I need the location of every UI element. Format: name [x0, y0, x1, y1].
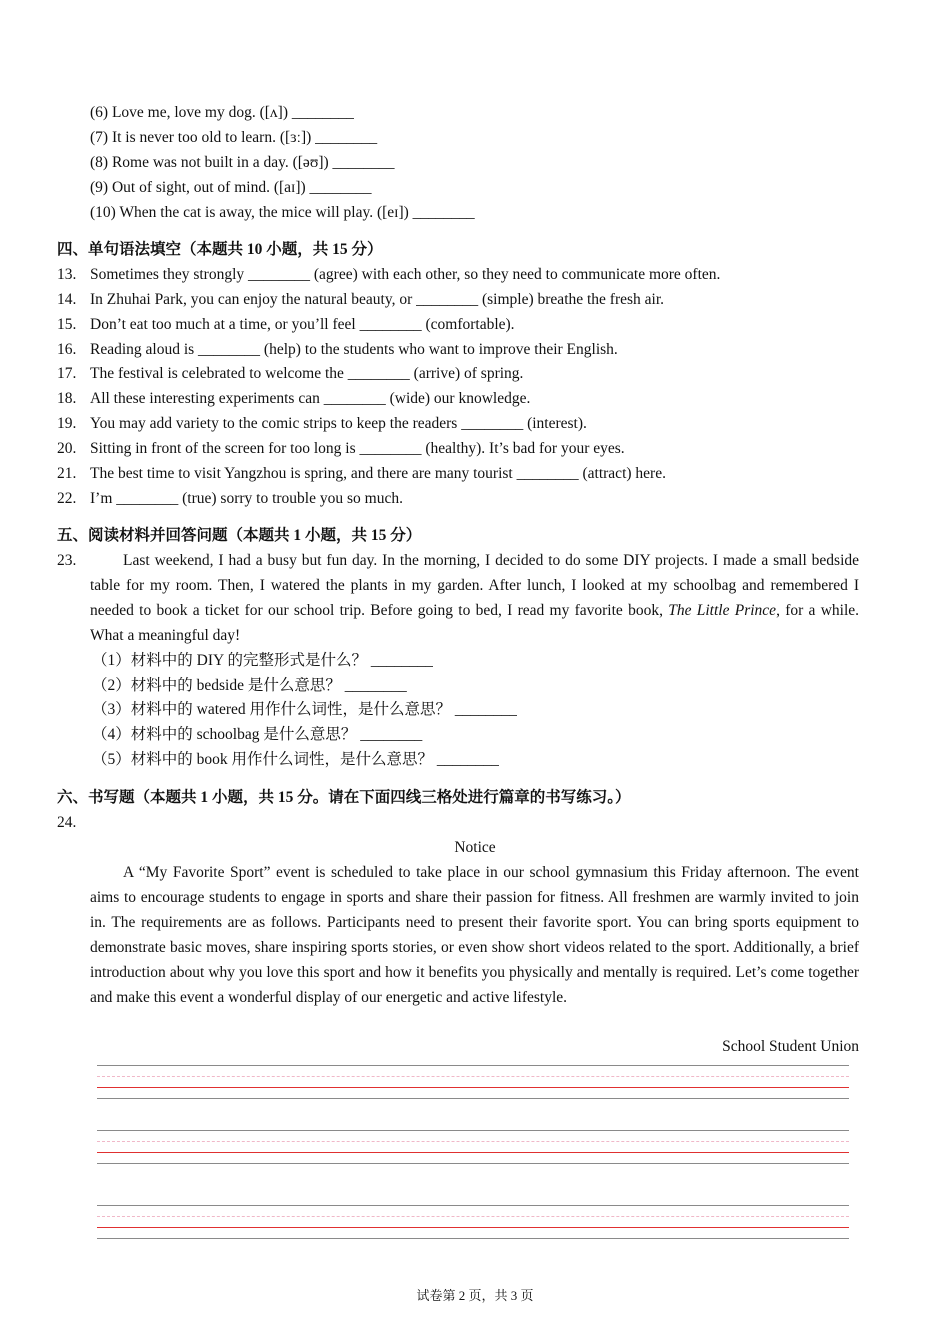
grid-line: [97, 1076, 849, 1077]
q23-number: 23.: [57, 552, 77, 569]
grid-line: [97, 1087, 849, 1088]
q16-text: Reading aloud is ________ (help) to the students who want to improve their English.: [90, 341, 618, 358]
q15-number: 15.: [57, 316, 77, 333]
q18-number: 18.: [57, 390, 77, 407]
proverb-8: (8) Rome was not built in a day. ([əʊ]) ________: [90, 154, 395, 171]
page-footer: 试卷第 2 页，共 3 页: [416, 1288, 534, 1303]
reading-question-4: （4）材料中的 schoolbag 是什么意思？ ________: [92, 726, 423, 743]
q19-number: 19.: [57, 415, 77, 432]
proverb-9: (9) Out of sight, out of mind. ([aɪ]) ________: [90, 179, 372, 196]
q22-number: 22.: [57, 490, 77, 507]
q14-number: 14.: [57, 291, 77, 308]
grid-line: [97, 1141, 849, 1142]
q16-number: 16.: [57, 341, 77, 358]
grid-line: [97, 1152, 849, 1153]
grid-line: [97, 1130, 849, 1131]
section6-heading: 六、书写题（本题共 1 小题，共 15 分。请在下面四线三格处进行篇章的书写练习。）: [57, 789, 631, 806]
grid-line: [97, 1163, 849, 1164]
q20-number: 20.: [57, 440, 77, 457]
grid-line: [97, 1065, 849, 1066]
q21-number: 21.: [57, 465, 77, 482]
reading-question-3: （3）材料中的 watered 用作什么词性，是什么意思？ ________: [92, 701, 517, 718]
notice-title: Notice: [454, 839, 496, 856]
section5-heading: 五、阅读材料并回答问题（本题共 1 小题，共 15 分）: [57, 527, 422, 544]
grid-line: [97, 1205, 849, 1206]
q15-text: Don’t eat too much at a time, or you’ll feel ________ (comfortable).: [90, 316, 515, 333]
passage-book-title: The Little Prince: [668, 602, 777, 619]
grid-line: [97, 1227, 849, 1228]
notice-body: [90, 860, 859, 1010]
notice-signature: School Student Union: [722, 1038, 859, 1055]
reading-question-5: （5）材料中的 book 用作什么词性，是什么意思？ ________: [92, 751, 499, 768]
q17-number: 17.: [57, 365, 77, 382]
q19-text: You may add variety to the comic strips to keep the readers ________ (interest).: [90, 415, 587, 432]
q18-text: All these interesting experiments can ________ (wide) our knowledge.: [90, 390, 531, 407]
q21-text: The best time to visit Yangzhou is spring, and there are many tourist ________ (attract) here.: [90, 465, 666, 482]
proverb-6: (6) Love me, love my dog. ([ʌ]) ________: [90, 104, 354, 121]
grid-line: [97, 1098, 849, 1099]
notice-body-text: A “My Favorite Sport” event is scheduled to take place in our school gymnasium this Friday afternoon. The event aims to encourage students to engage in sports and share their passion for fitness. All freshmen are warmly invited to join in. The requirements are as follows. Participants need to present their favorite sport. You can bring sports equipment to demonstrate basic moves, share inspiring sports stories, or even show short videos related to the sport. Additionally, a brief introduction about why you love this sport and how it benefits you physically and mentally is required. Let’s come together and make this event a wonderful display of our energetic and active lifestyle.: [90, 864, 859, 1006]
passage-text-before: Last weekend, I had a busy but fun day. In the morning, I decided to do some DIY projects. I made a small bedside table for my room. Then, I watered the plants in my garden. After lunch, I looked at my schoolbag and remembered I needed to book a ticket for our school trip. Before going to bed, I read my favorite book,: [90, 552, 859, 619]
q24-number: 24.: [57, 814, 77, 831]
q14-text: In Zhuhai Park, you can enjoy the natural beauty, or ________ (simple) breathe the fresh air.: [90, 291, 665, 308]
q13-number: 13.: [57, 266, 77, 283]
q17-text: The festival is celebrated to welcome the ________ (arrive) of spring.: [90, 365, 524, 382]
grid-line: [97, 1238, 849, 1239]
q13-text: Sometimes they strongly ________ (agree) with each other, so they need to communicate more often.: [90, 266, 721, 283]
proverb-7: (7) It is never too old to learn. ([ɜː]) ________: [90, 129, 378, 146]
q22-text: I’m ________ (true) sorry to trouble you so much.: [90, 490, 403, 507]
section4-heading: 四、单句语法填空（本题共 10 小题，共 15 分）: [57, 241, 383, 258]
reading-passage: [90, 548, 859, 648]
passage-text-after: , for a while. What a meaningful day!: [90, 602, 860, 644]
grid-line: [97, 1216, 849, 1217]
proverb-10: (10) When the cat is away, the mice will play. ([eɪ]) ________: [90, 204, 475, 221]
reading-question-1: （1）材料中的 DIY 的完整形式是什么？ ________: [92, 652, 433, 669]
q20-text: Sitting in front of the screen for too long is ________ (healthy). It’s bad for your eyes.: [90, 440, 625, 457]
reading-question-2: （2）材料中的 bedside 是什么意思？ ________: [92, 677, 407, 694]
